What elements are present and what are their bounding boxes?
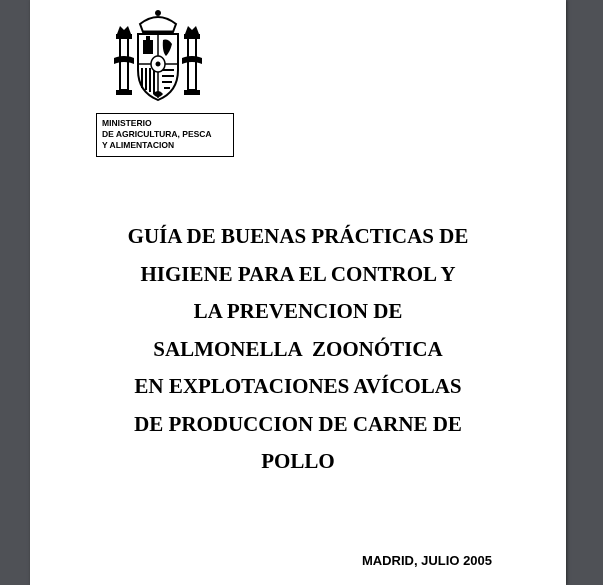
title-line: LA PREVENCION DE — [193, 299, 403, 323]
publication-date: MADRID, JULIO 2005 — [361, 553, 492, 568]
document-page — [30, 0, 566, 585]
ministry-label-box — [96, 113, 234, 157]
ministry-line: Y ALIMENTACION — [102, 140, 175, 150]
title-line: EN EXPLOTACIONES AVÍCOLAS — [134, 374, 462, 398]
spain-coat-of-arms-icon — [110, 8, 206, 104]
document-title — [30, 218, 566, 481]
ministry-line: DE AGRICULTURA, PESCA — [102, 129, 212, 139]
ministry-line: MINISTERIO — [102, 118, 152, 128]
title-line: GUÍA DE BUENAS PRÁCTICAS DE — [127, 224, 469, 248]
title-line: HIGIENE PARA EL CONTROL Y — [140, 261, 456, 286]
title-line: SALMONELLA ZOONÓTICA — [153, 336, 443, 361]
title-line: DE PRODUCCION DE CARNE DE — [134, 411, 462, 436]
title-line: POLLO — [261, 449, 335, 473]
